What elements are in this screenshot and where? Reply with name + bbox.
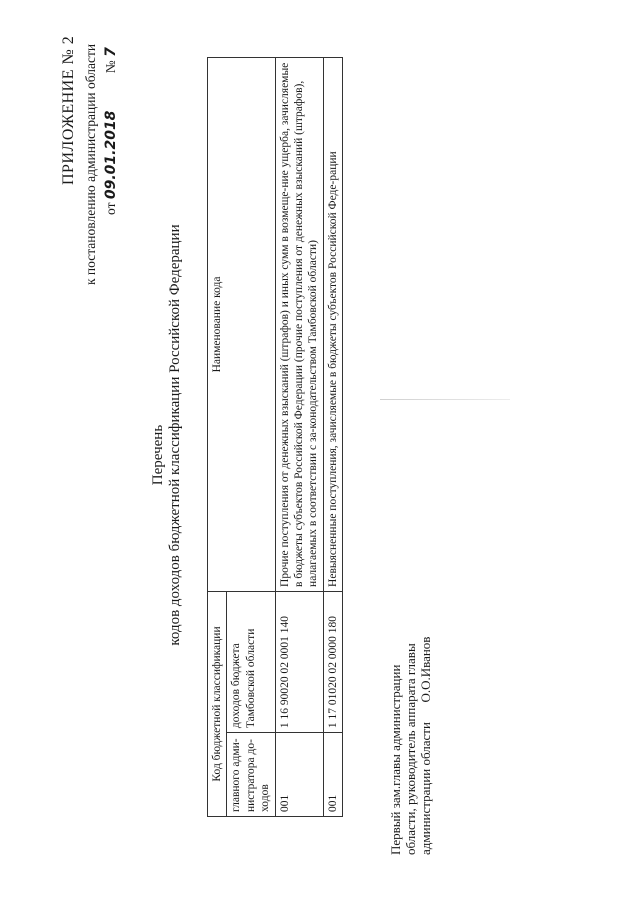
document-subtitle: кодов доходов бюджетной классификации Российской Федерации: [167, 224, 183, 646]
document-title: Перечень: [150, 424, 166, 486]
signature-block: [388, 535, 433, 855]
signature-line-1: Первый зам.главы администрации: [388, 664, 403, 855]
number-label: №: [103, 60, 118, 74]
cell-code-name: Прочие поступления от денежных взысканий (штрафов) и иных сумм в возмеще-ние ущерба, зачисляемые в бюджеты субъектов Российской Федерации (прочие поступления от денежных взысканий (штрафов), налагаемых в соответствии с за-конодательством Тамбовской области): [275, 58, 323, 592]
handwritten-date: 09.01.2018: [103, 110, 119, 200]
signatory-name: О.О.Иванов: [418, 636, 433, 703]
cell-income-code: 1 16 90020 02 0001 140: [275, 591, 323, 732]
signature-line-3: [418, 535, 433, 855]
scan-artifact-line: [380, 399, 510, 400]
header-main-administrator: главного адми-нистратора до-ходов: [227, 733, 275, 817]
handwritten-number: 7: [103, 47, 119, 57]
decree-reference: к постановлению администрации области: [83, 43, 98, 285]
table-header-row: [208, 58, 227, 817]
appendix-title: ПРИЛОЖЕНИЕ № 2: [60, 35, 77, 185]
classification-table: [207, 57, 343, 817]
cell-code-name: Невыясненные поступления, зачисляемые в бюджеты субъектов Российской Феде-рации: [323, 58, 342, 592]
signature-line-2: области, руководитель аппарата главы: [403, 643, 418, 855]
table-row: [275, 58, 323, 817]
signature-position: администрации области: [418, 722, 433, 855]
table-row: [323, 58, 342, 817]
date-prefix: от: [103, 202, 118, 215]
cell-admin-code: 001: [323, 733, 342, 817]
header-budget-classification: Код бюджетной классификации: [208, 591, 227, 816]
header-regional-income: доходов бюджета Тамбовской области: [227, 591, 275, 732]
decree-date-line: [103, 15, 119, 215]
header-code-name: Наименование кода: [208, 58, 276, 592]
cell-admin-code: 001: [275, 733, 323, 817]
cell-income-code: 1 17 01020 02 0000 180: [323, 591, 342, 732]
